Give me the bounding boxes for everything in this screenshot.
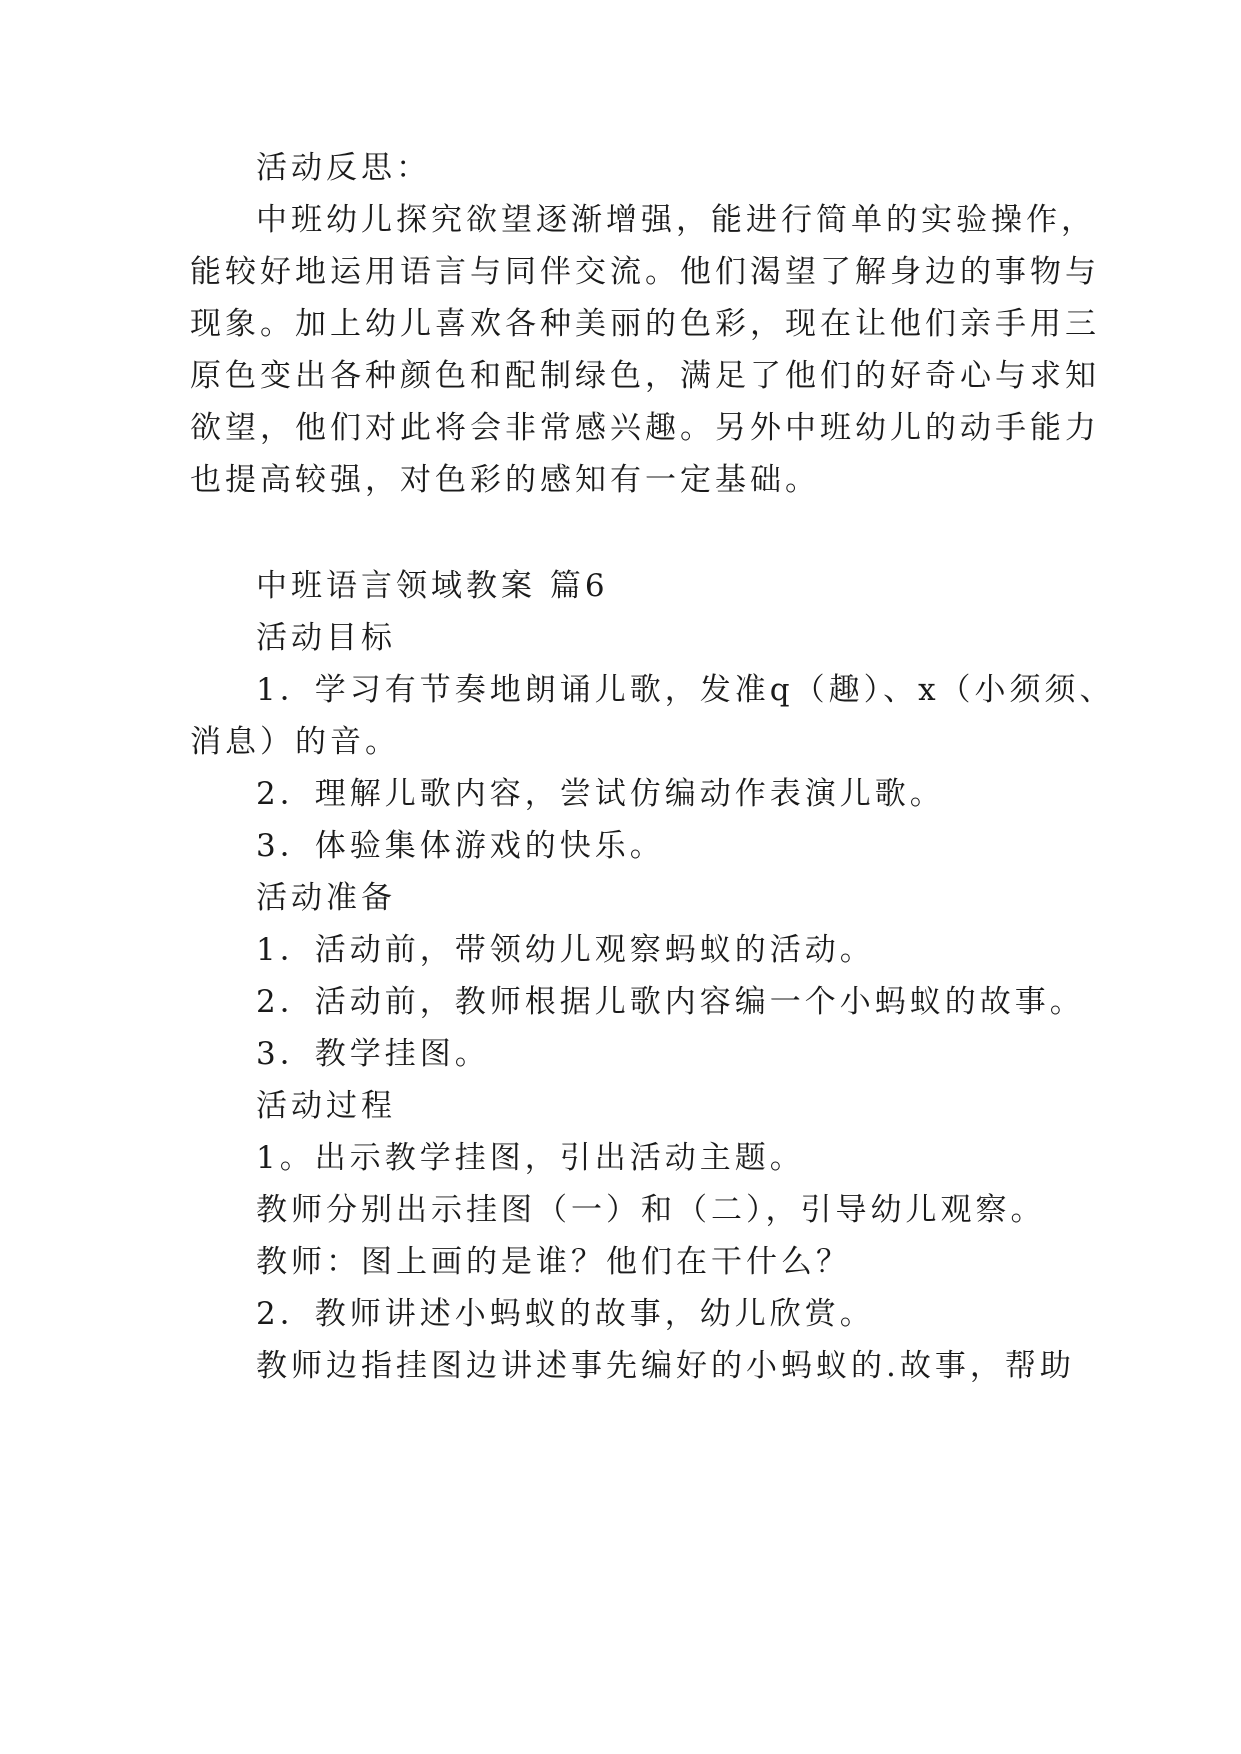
reflection-paragraph-line-4: 原色变出各种颜色和配制绿色，满足了他们的好奇心与求知	[190, 358, 1100, 394]
process-2: 2．教师讲述小蚂蚁的故事，幼儿欣赏。	[256, 1296, 875, 1332]
goal-1-line-1: 1．学习有节奏地朗诵儿歌，发准q（趣）、x（小须须、	[256, 672, 1115, 708]
reflection-heading: 活动反思：	[256, 150, 431, 186]
goal-3: 3．体验集体游戏的快乐。	[256, 828, 665, 864]
goals-heading: 活动目标	[256, 620, 396, 656]
prep-1: 1．活动前，带领幼儿观察蚂蚁的活动。	[256, 932, 875, 968]
goal-1-line-2: 消息）的音。	[190, 724, 400, 760]
process-1-question: 教师：图上画的是谁？他们在干什么？	[256, 1244, 851, 1280]
reflection-paragraph-line-3: 现象。加上幼儿喜欢各种美丽的色彩，现在让他们亲手用三	[190, 306, 1100, 342]
reflection-paragraph-line-2: 能较好地运用语言与同伴交流。他们渴望了解身边的事物与	[190, 254, 1100, 290]
goal-2: 2．理解儿歌内容，尝试仿编动作表演儿歌。	[256, 776, 945, 812]
prep-heading: 活动准备	[256, 880, 396, 916]
process-1-description: 教师分别出示挂图（一）和（二），引导幼儿观察。	[256, 1192, 1046, 1228]
reflection-paragraph-line-6: 也提高较强，对色彩的感知有一定基础。	[190, 462, 820, 498]
process-2-description: 教师边指挂图边讲述事先编好的小蚂蚁的.故事，帮助	[256, 1348, 1075, 1384]
process-heading: 活动过程	[256, 1088, 396, 1124]
lesson-title: 中班语言领域教案 篇6	[256, 568, 609, 604]
reflection-paragraph-line-1: 中班幼儿探究欲望逐渐增强，能进行简单的实验操作，	[256, 202, 1096, 238]
reflection-paragraph-line-5: 欲望，他们对此将会非常感兴趣。另外中班幼儿的动手能力	[190, 410, 1100, 446]
prep-3: 3．教学挂图。	[256, 1036, 490, 1072]
process-1: 1。出示教学挂图，引出活动主题。	[256, 1140, 805, 1176]
prep-2: 2．活动前，教师根据儿歌内容编一个小蚂蚁的故事。	[256, 984, 1085, 1020]
